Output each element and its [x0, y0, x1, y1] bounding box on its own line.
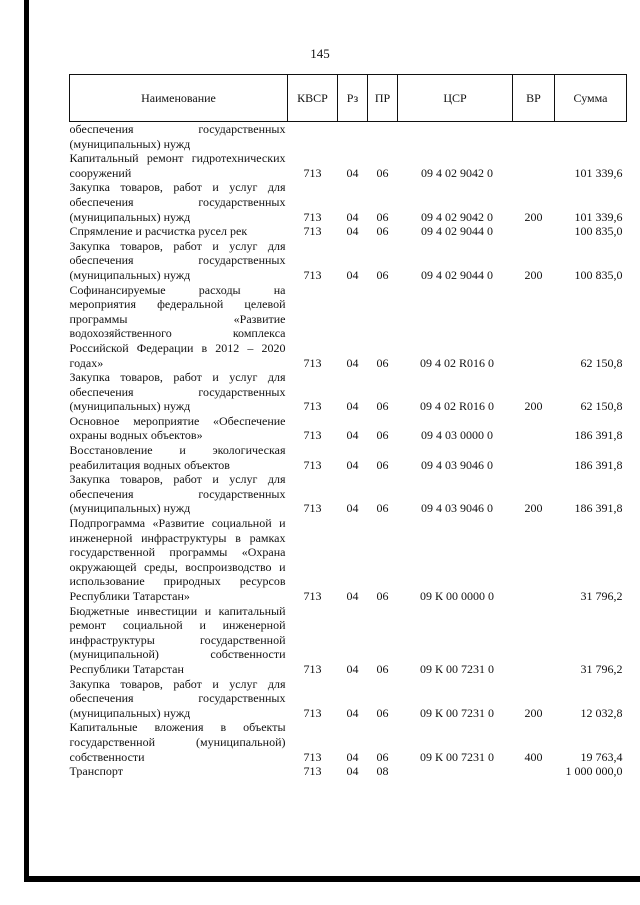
row-label: Закупка товаров, работ и услуг для обеспечения государственных (муниципальных) нужд: [69, 238, 286, 282]
column-header-sum: Сумма: [555, 75, 627, 122]
cell-csr: 09 К 00 7231 0: [419, 749, 494, 764]
cell-pr: 06: [376, 589, 389, 603]
cell-csr: 09 4 03 0000 0: [421, 428, 493, 443]
cell-sum: 1 000 000,0: [565, 764, 623, 779]
cell-rz: 04: [346, 428, 359, 443]
cell-kvsr: 713: [303, 661, 322, 676]
cell-rz: 04: [346, 705, 359, 720]
row-label: обеспечения государственных (муниципальных) нужд: [69, 122, 286, 151]
cell-pr: 06: [376, 705, 389, 720]
cell-pr: 06: [376, 749, 389, 764]
cell-kvsr: 713: [303, 224, 322, 239]
table-row: [70, 720, 627, 764]
column-header-vr: ВР: [513, 75, 555, 122]
cell-pr: 08: [376, 764, 389, 779]
cell-name: [70, 720, 288, 764]
cell-sum: 186 391,8: [574, 457, 623, 472]
cell-csr: [398, 122, 513, 152]
cell-rz: 04: [346, 267, 359, 282]
table-body: [70, 122, 627, 779]
cell-sum: 186 391,8: [574, 428, 623, 443]
cell-name: [70, 370, 288, 414]
cell-pr: 06: [376, 457, 389, 472]
cell-sum: 101 339,6: [574, 165, 623, 180]
cell-vr: [513, 283, 555, 371]
cell-rz: 04: [346, 224, 359, 239]
cell-csr: 09 4 03 9046 0: [421, 457, 493, 472]
cell-sum: 100 835,0: [574, 224, 623, 239]
cell-sum: [555, 122, 627, 152]
cell-vr: 200: [524, 267, 543, 282]
cell-sum: 62 150,8: [580, 399, 623, 414]
table-row: [70, 516, 627, 604]
cell-kvsr: [288, 122, 338, 152]
cell-kvsr: 713: [303, 165, 322, 180]
cell-rz: 04: [346, 209, 359, 224]
cell-kvsr: 713: [303, 501, 322, 516]
table-row: [70, 677, 627, 721]
cell-vr: [513, 443, 555, 472]
cell-name: [70, 516, 288, 604]
cell-rz: 04: [346, 501, 359, 516]
cell-name: [70, 122, 288, 152]
cell-name: [70, 443, 288, 472]
cell-vr: 200: [524, 501, 543, 516]
cell-name: [70, 283, 288, 371]
cell-pr: 06: [376, 267, 389, 282]
cell-vr: 200: [524, 705, 543, 720]
cell-rz: 04: [346, 165, 359, 180]
row-label: Основное мероприятие «Обеспечение охраны водных объектов»: [69, 413, 286, 443]
cell-rz: 04: [346, 661, 359, 676]
cell-rz: 04: [346, 749, 359, 764]
table-row: [70, 283, 627, 371]
row-label: Транспорт: [69, 764, 123, 779]
cell-name: [70, 677, 288, 721]
cell-pr: 06: [376, 501, 389, 516]
cell-kvsr: 713: [303, 457, 322, 472]
cell-rz: 04: [346, 355, 359, 370]
cell-name: [70, 414, 288, 443]
cell-csr: 09 4 02 9044 0: [421, 267, 493, 282]
table-row: [70, 414, 627, 443]
table-row: [70, 122, 627, 152]
cell-vr: [513, 224, 555, 239]
cell-vr: 400: [524, 749, 543, 764]
scan-border-bottom: [24, 876, 640, 882]
cell-csr: 09 4 02 R016 0: [419, 355, 494, 370]
table-row: [70, 239, 627, 283]
scan-border-left: [24, 0, 29, 878]
row-label: Спрямление и расчистка русел рек: [69, 224, 248, 239]
cell-pr: 06: [376, 399, 389, 414]
cell-pr: 06: [376, 224, 389, 239]
row-label: Закупка товаров, работ и услуг для обеспечения государственных (муниципальных) нужд: [69, 180, 286, 224]
cell-rz: [338, 122, 368, 152]
cell-csr: [398, 764, 513, 779]
cell-sum: 62 150,8: [580, 355, 623, 370]
column-header-name: Наименование: [70, 75, 288, 122]
cell-name: [70, 224, 288, 239]
cell-csr: 09 4 02 9042 0: [421, 209, 493, 224]
table-row: [70, 604, 627, 677]
cell-name: [70, 180, 288, 224]
cell-vr: 200: [524, 209, 543, 224]
cell-name: [70, 764, 288, 779]
cell-kvsr: 713: [303, 355, 322, 370]
cell-csr: 09 4 02 9044 0: [421, 224, 493, 239]
table-header-row: [70, 75, 627, 122]
row-label: Подпрограмма «Развитие социальной и инженерной инфраструктуры в рамках государственной программы «Охрана окружающей среды, воспроизводство и использование природных ресурсов Республики Татарстан»: [69, 516, 286, 603]
cell-vr: [513, 122, 555, 152]
column-header-kvsr: КВСР: [288, 75, 338, 122]
column-header-pr: ПР: [368, 75, 398, 122]
cell-kvsr: 713: [303, 749, 322, 764]
cell-pr: 06: [376, 355, 389, 370]
row-label: Закупка товаров, работ и услуг для обеспечения государственных (муниципальных) нужд: [69, 472, 286, 516]
row-label: Капитальные вложения в объекты государственной (муниципальной) собственности: [69, 720, 286, 764]
cell-vr: [513, 414, 555, 443]
column-header-csr: ЦСР: [398, 75, 513, 122]
cell-sum: 31 796,2: [580, 589, 623, 603]
cell-vr: [513, 151, 555, 180]
cell-kvsr: 713: [303, 428, 322, 443]
table-row: [70, 764, 627, 779]
cell-sum: 19 763,4: [580, 749, 623, 764]
cell-rz: 04: [346, 399, 359, 414]
cell-pr: [368, 122, 398, 152]
cell-vr: [513, 604, 555, 677]
row-label: Закупка товаров, работ и услуг для обеспечения государственных (муниципальных) нужд: [69, 370, 286, 414]
cell-kvsr: 713: [303, 705, 322, 720]
cell-pr: 06: [376, 428, 389, 443]
cell-csr: 09 4 03 9046 0: [421, 501, 493, 516]
cell-csr: 09 К 00 7231 0: [419, 705, 494, 720]
column-header-rz: Рз: [338, 75, 368, 122]
row-label: Закупка товаров, работ и услуг для обеспечения государственных (муниципальных) нужд: [69, 676, 286, 720]
cell-sum: 101 339,6: [574, 209, 623, 224]
cell-vr: [513, 516, 555, 604]
cell-pr: 06: [376, 165, 389, 180]
cell-kvsr: 713: [303, 267, 322, 282]
cell-sum: 31 796,2: [580, 661, 623, 676]
table-row: [70, 472, 627, 516]
cell-kvsr: 713: [303, 589, 322, 603]
page-number: 145: [310, 46, 330, 61]
table-row: [70, 180, 627, 224]
table-row: [70, 370, 627, 414]
cell-name: [70, 472, 288, 516]
cell-csr: 09 К 00 0000 0: [419, 589, 494, 603]
cell-rz: 04: [346, 457, 359, 472]
row-label: Капитальный ремонт гидротехнических сооружений: [69, 151, 286, 180]
table-row: [70, 224, 627, 239]
budget-table: [69, 74, 627, 779]
row-label: Бюджетные инвестиции и капитальный ремонт социальной и инженерной инфраструктуры государственной (муниципальной) собственности Республики Татарстан: [69, 603, 286, 676]
cell-csr: 09 К 00 7231 0: [419, 661, 494, 676]
cell-csr: 09 4 02 R016 0: [419, 399, 494, 414]
cell-vr: [513, 764, 555, 779]
cell-name: [70, 604, 288, 677]
cell-kvsr: 713: [303, 764, 322, 779]
cell-csr: 09 4 02 9042 0: [421, 165, 493, 180]
cell-rz: 04: [346, 764, 359, 779]
cell-rz: 04: [346, 589, 359, 603]
cell-sum: 186 391,8: [574, 501, 623, 516]
cell-kvsr: 713: [303, 399, 322, 414]
cell-vr: 200: [524, 399, 543, 414]
table-row: [70, 151, 627, 180]
cell-sum: 100 835,0: [574, 267, 623, 282]
cell-pr: 06: [376, 209, 389, 224]
row-label: Восстановление и экологическая реабилитация водных объектов: [69, 443, 286, 472]
cell-pr: 06: [376, 661, 389, 676]
cell-kvsr: 713: [303, 209, 322, 224]
cell-name: [70, 239, 288, 283]
row-label: Софинансируемые расходы на мероприятия федеральной целевой программы «Развитие водохозяйственного комплекса Российской Федерации в 2012 – 2020 годах»: [69, 282, 286, 370]
cell-sum: 12 032,8: [580, 705, 623, 720]
cell-name: [70, 151, 288, 180]
table-row: [70, 443, 627, 472]
